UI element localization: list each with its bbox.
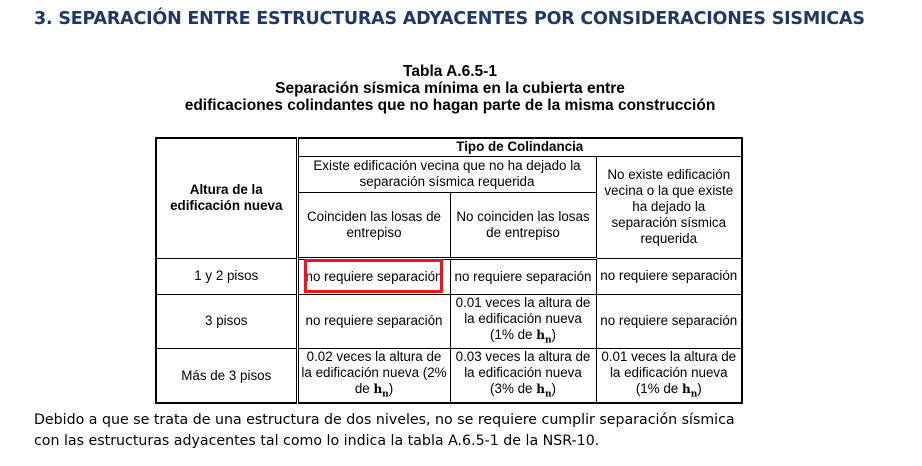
h-symbol: $h_n$ [373,381,389,400]
table-row [156,348,742,403]
h-symbol: $h_n$ [681,381,698,400]
table-caption-line1: Separación sísmica mínima en la cubierta entre [275,80,625,97]
table-row [156,294,742,348]
table-number: Tabla A.6.5-1 [403,63,497,80]
data-cell: 0.03 veces la altura de la edificación nueva (3% de $h_n$) [450,348,596,403]
data-cell: no requiere separación [596,294,742,348]
col1-header-cell: Coinciden las losas de entrepiso [297,192,450,258]
cell-text: 0.02 veces la altura de la edificación nueva (2% de [301,348,447,396]
group-header-cell: Tipo de Colindancia [297,138,742,156]
paragraph-line: Debido a que se trata de una estructura de dos niveles, no se requiere cumplir separación sísmica [34,412,735,428]
body-paragraph [34,410,894,452]
data-cell: no requiere separación [297,294,450,348]
data-cell: 0.01 veces la altura de la edificación nueva (1% de $h_n$) [450,294,596,348]
data-cell: 0.01 veces la altura de la edificación nueva (1% de $h_n$) [596,348,742,403]
table-row [156,258,742,294]
paragraph-line: con las estructuras adyacentes tal como lo indica la tabla A.6.5-1 de la NSR-10. [34,433,600,449]
cell-text: 0.03 veces la altura de la edificación nueva (3% de [455,348,591,396]
data-cell: no requiere separación [297,258,450,294]
seismic-separation-table [155,137,743,404]
cell-text: 0.01 veces la altura de la edificación nueva (1% de [601,348,737,396]
table-caption-line2: edificaciones colindantes que no hagan parte de la misma construcción [184,97,716,114]
row-label-cell: Más de 3 pisos [156,348,297,403]
row-header-cell: Altura de la edificación nueva [156,138,297,258]
h-symbol: $h_n$ [536,381,552,400]
section-title: 3. SEPARACIÓN ENTRE ESTRUCTURAS ADYACENTES POR CONSIDERACIONES SISMICAS [34,9,865,29]
cell-text: 0.01 veces la altura de la edificación nueva (1% de [455,294,591,342]
data-cell: no requiere separación [596,258,742,294]
data-cell: 0.02 veces la altura de la edificación nueva (2% de $h_n$) [297,348,450,403]
col3-header-cell: No existe edificación vecina o la que existe ha dejado la separación sísmica requerida [596,156,742,258]
data-cell: no requiere separación [450,258,596,294]
h-symbol: $h_n$ [536,327,552,345]
row-label-cell: 1 y 2 pisos [156,258,297,294]
subgroup-header-cell: Existe edificación vecina que no ha dejado la separación sísmica requerida [297,156,596,192]
col2-header-cell: No coinciden las losas de entrepiso [450,192,596,258]
row-label-cell: 3 pisos [156,294,297,348]
